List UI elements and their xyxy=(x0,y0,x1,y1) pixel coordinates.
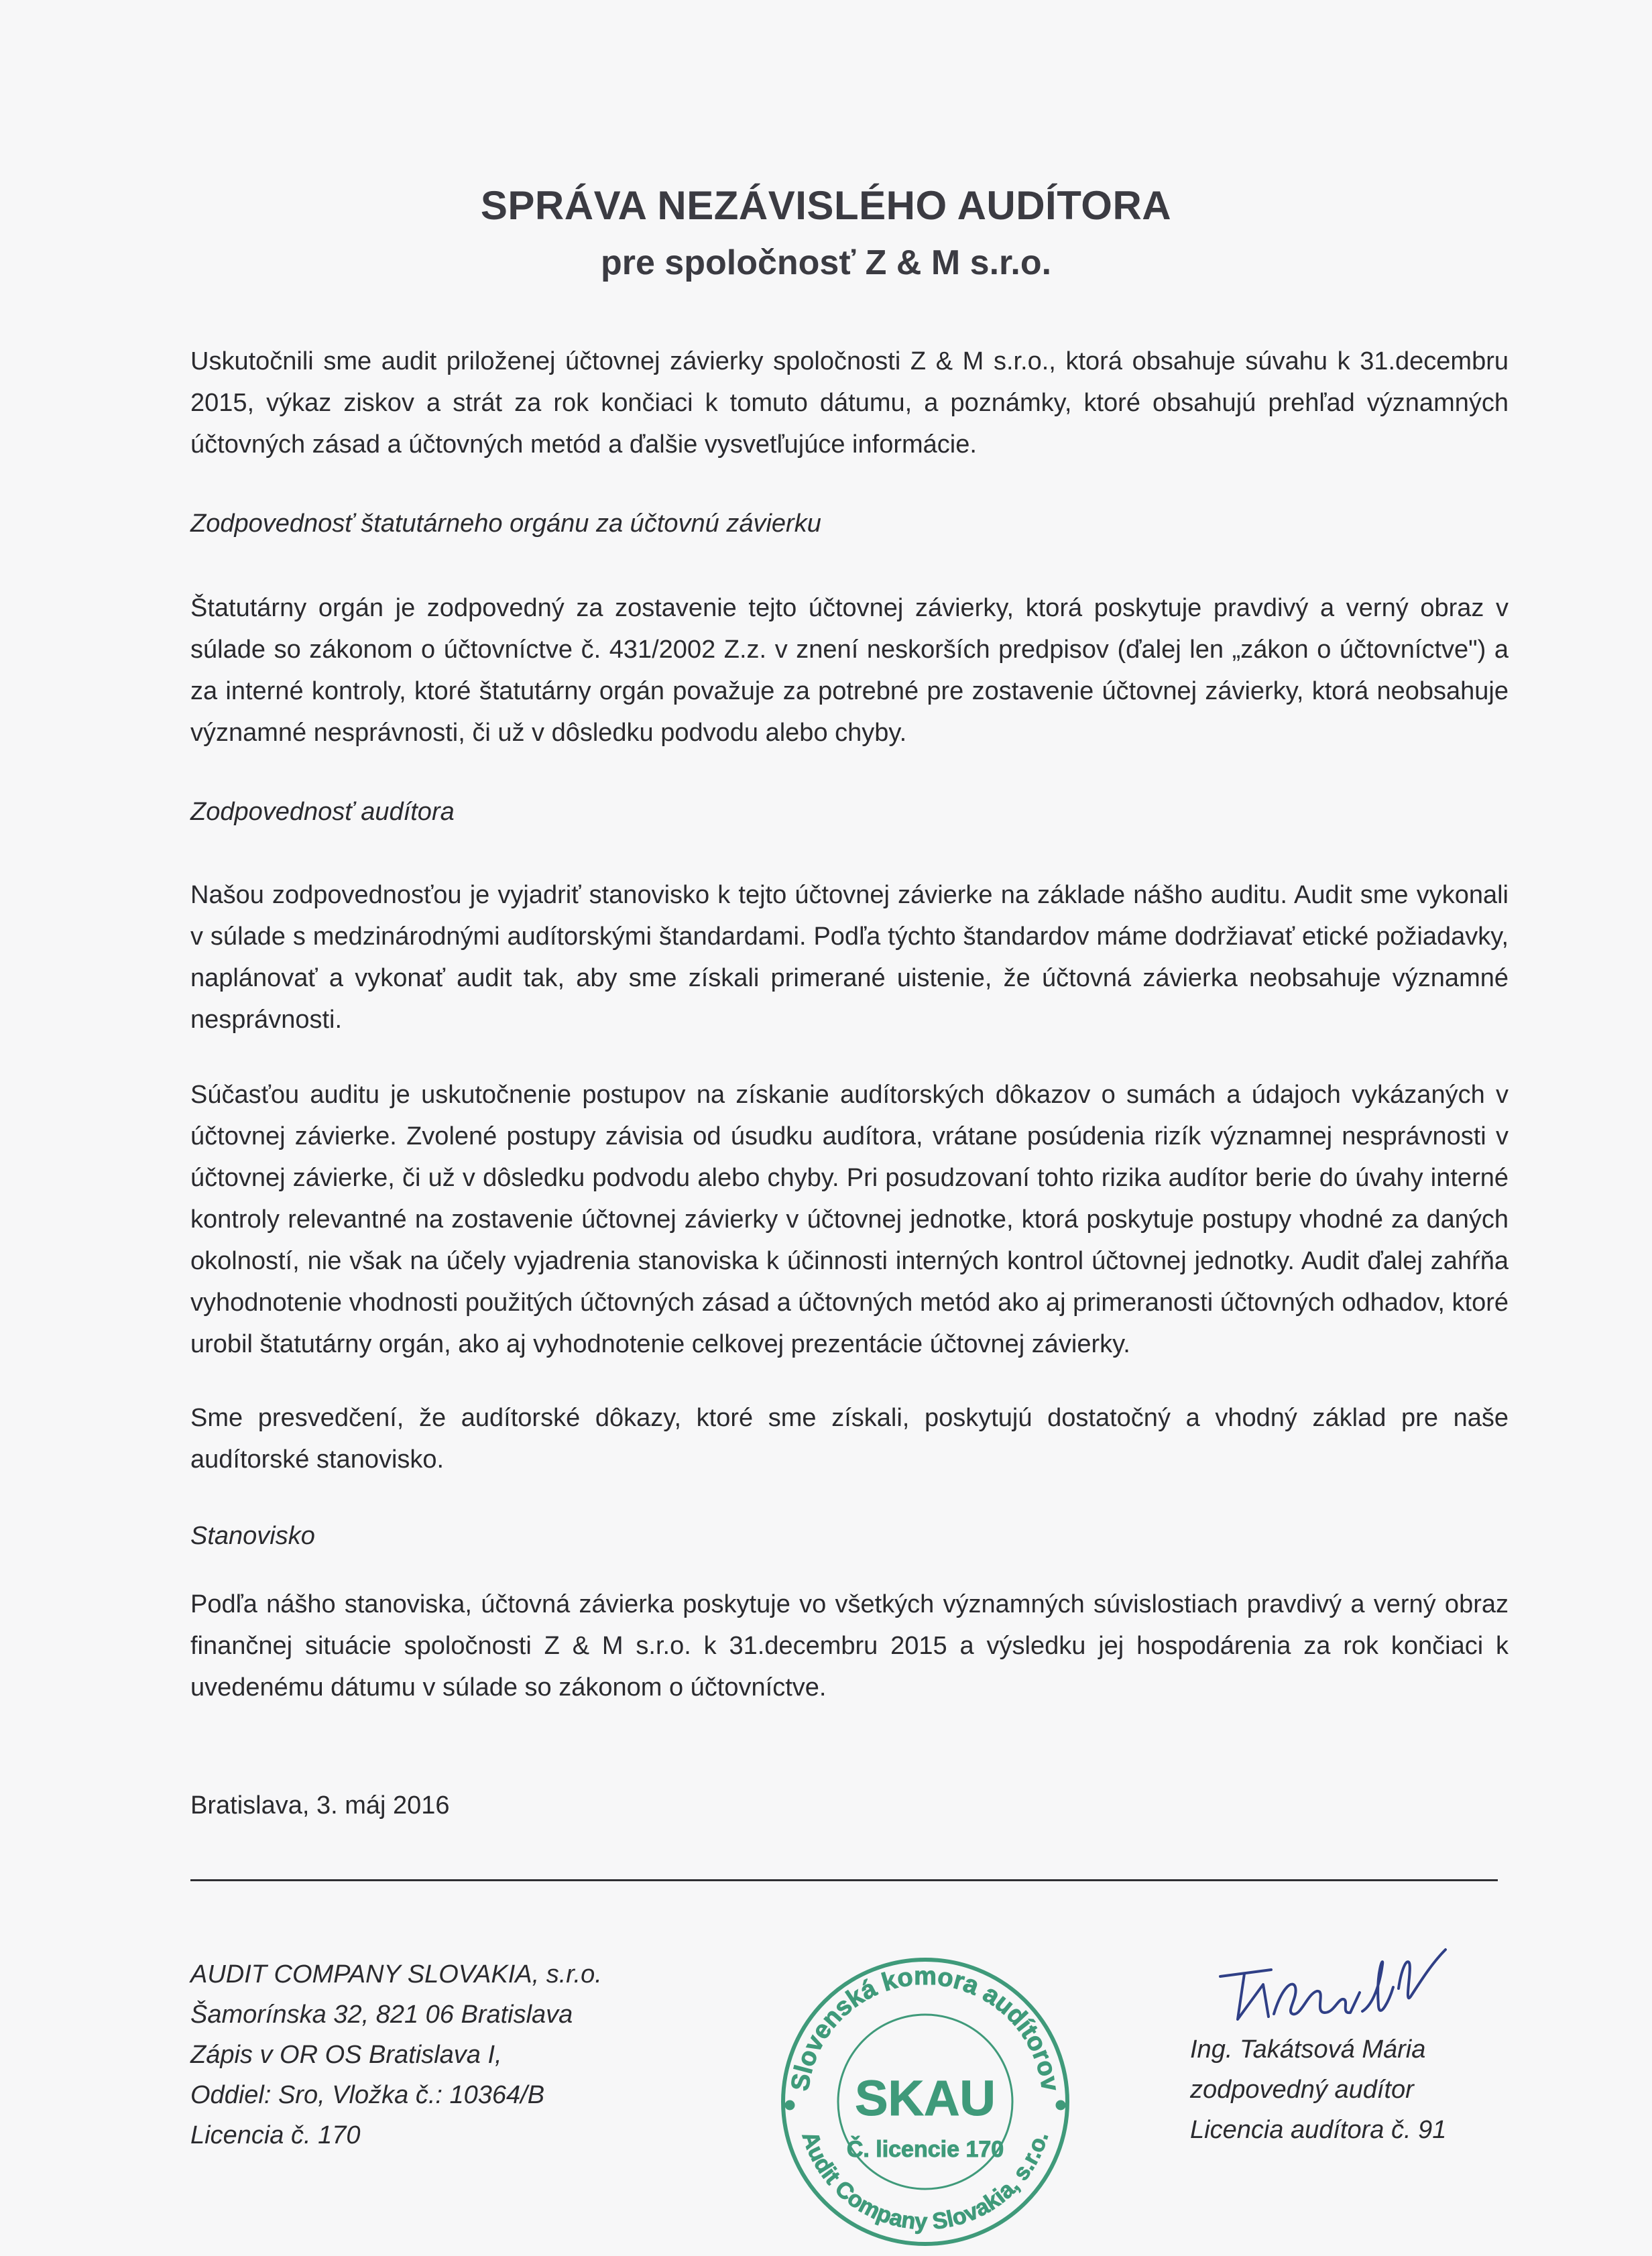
stamp-center-text: SKAU xyxy=(855,2070,996,2126)
place-and-date: Bratislava, 3. máj 2016 xyxy=(190,1791,450,1820)
stamp-ink xyxy=(783,1960,1067,2244)
auditor-paragraph-1: Našou zodpovednosťou je vyjadriť stanovisko k tejto účtovnej závierke na základe nášho auditu. Audit sme vykonali v súlade s medzinárodnými audítorskými štandardami. Podľa týchto štandardov máme dodržiavať etické požiadavky, naplánovať a vykonať audit tak, aby sme získali primerané uistenie, že účtovná závierka neobsahuje významné nesprávnosti. xyxy=(190,881,1509,1034)
section-heading-auditor: Zodpovednosť audítora xyxy=(190,798,455,826)
company-block xyxy=(190,1954,602,2155)
stamp-dot-right xyxy=(1056,2100,1065,2110)
section-heading-opinion: Stanovisko xyxy=(190,1522,315,1550)
auditor-paragraph-2: Súčasťou auditu je uskutočnenie postupov na získanie audítorských dôkazov o sumách a údajoch vykázaných v účtovnej závierke. Zvolené postupy závisia od úsudku audítora, vrátane posúdenia rizík významnej nesprávnosti v účtovnej závierke, či už v dôsledku podvodu alebo chyby. Pri posudzovaní tohto rizika audítor berie do úvahy interné kontroly relevantné na zostavenie účtovnej závierky v účtovnej jednotke, ktorá poskytuje postupy vhodné za daných okolností, nie však na účely vyjadrenia stanoviska k účinnosti interných kontrol účtovnej jednotky. Audit ďalej zahŕňa vyhodnotenie vhodnosti použitých účtovných zásad a účtovných metód ako aj primeranosti účtovných odhadov, ktoré urobil štatutárny orgán, ako aj vyhodnotenie celkovej prezentácie účtovnej závierky. xyxy=(190,1081,1509,1358)
auditor-block xyxy=(1190,2029,1446,2150)
stamp-dot-left xyxy=(785,2100,794,2110)
company-license: Licencia č. 170 xyxy=(190,2121,361,2149)
opinion-paragraph: Podľa nášho stanoviska, účtovná závierka poskytuje vo všetkých významných súvislostiach pravdivý a verný obraz finančnej situácie spoločnosti Z & M s.r.o. k 31.decembru 2015 a výsledku jej hospodárenia za rok končiaci k uvedenému dátumu v súlade so zákonom o účtovníctve. xyxy=(190,1590,1509,1702)
company-address: Šamorínska 32, 821 06 Bratislava xyxy=(190,2001,573,2029)
page-subtitle: pre spoločnosť Z & M s.r.o. xyxy=(600,243,1052,282)
stamp-ring-text: Slovenská komora audítorov xyxy=(786,1962,1065,2093)
section-heading-statutory: Zodpovednosť štatutárneho orgánu za účtovnú závierku xyxy=(190,510,821,538)
auditor-role: zodpovedný audítor xyxy=(1190,2076,1414,2104)
auditor-name: Ing. Takátsová Mária xyxy=(1190,2035,1426,2064)
auditor-license: Licencia audítora č. 91 xyxy=(1190,2116,1447,2144)
skau-stamp xyxy=(771,1948,1079,2256)
auditor-paragraph-3: Sme presvedčení, že audítorské dôkazy, ktoré sme získali, poskytujú dostatočný a vhodný základ pre naše audítorské stanovisko. xyxy=(190,1404,1509,1474)
company-name: AUDIT COMPANY SLOVAKIA, s.r.o. xyxy=(190,1960,602,1988)
company-register: Zápis v OR OS Bratislava I, xyxy=(190,2041,502,2069)
stamp-license-text: Č. licencie 170 xyxy=(846,2137,1004,2162)
company-section: Oddiel: Sro, Vložka č.: 10364/B xyxy=(190,2081,545,2109)
signature-divider xyxy=(190,1879,1498,1881)
intro-paragraph: Uskutočnili sme audit priloženej účtovnej závierky spoločnosti Z & M s.r.o., ktorá obsahuje súvahu k 31.decembru 2015, výkaz ziskov a strát za rok končiaci k tomuto dátumu, a poznámky, ktoré obsahujú prehľad významných účtovných zásad a účtovných metód a ďalšie vysvetľujúce informácie. xyxy=(190,347,1509,459)
page-title: SPRÁVA NEZÁVISLÉHO AUDÍTORA xyxy=(480,183,1172,228)
stamp-lower-text: Audit Company Slovakia, s.r.o. xyxy=(796,2128,1054,2235)
statutory-paragraph: Štatutárny orgán je zodpovedný za zostavenie tejto účtovnej závierky, ktorá poskytuje pravdivý a verný obraz v súlade so zákonom o účtovníctve č. 431/2002 Z.z. v znení neskorších predpisov (ďalej len „zákon o účtovníctve") a za interné kontroly, ktoré štatutárny orgán považuje za potrebné pre zostavenie účtovnej závierky, ktorá neobsahuje významné nesprávnosti, či už v dôsledku podvodu alebo chyby. xyxy=(190,594,1509,747)
handwritten-signature xyxy=(1207,1944,1462,2031)
